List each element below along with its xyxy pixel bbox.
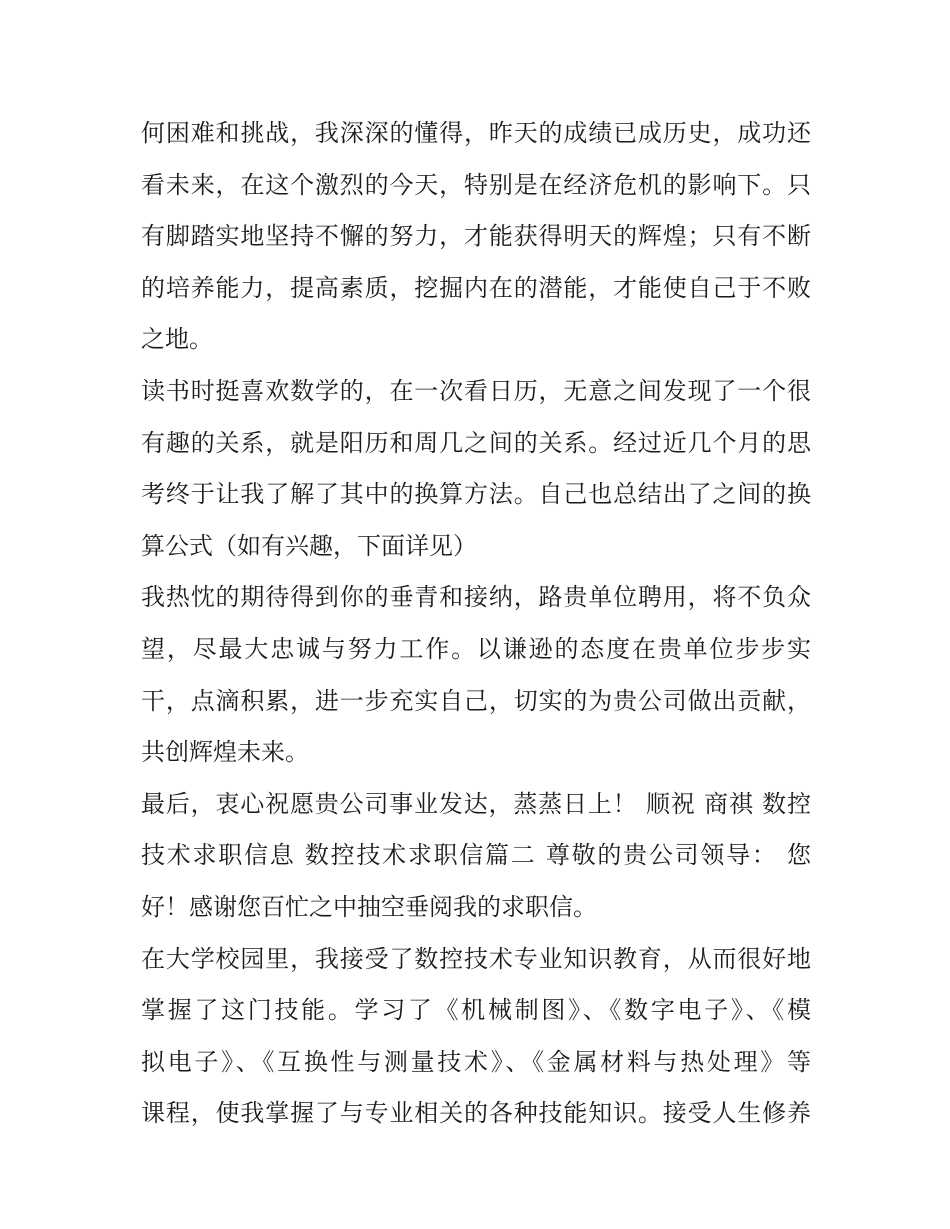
text-line: 何困难和挑战，我深深的懂得，昨天的成绩已成历史，成功还 <box>141 119 811 147</box>
text-line: 我热忱的期待得到你的垂青和接纳，路贵单位聘用，将不负众 <box>141 583 811 612</box>
paragraph-3 <box>141 572 811 778</box>
text-line: 看未来，在这个激烈的今天，特别是在经济危机的影响下。只 <box>141 170 811 199</box>
paragraph-4 <box>141 779 811 934</box>
text-line: 课程，使我掌握了与专业相关的各种技能知识。接受人生修养 <box>141 1099 811 1128</box>
paragraph-1 <box>141 108 811 366</box>
text-line: 掌握了这门技能。学习了《机械制图》、《数字电子》、《模 <box>141 996 811 1025</box>
text-line: 拟电子》、《互换性与测量技术》、《金属材料与热处理》等 <box>141 1047 811 1076</box>
text-line: 算公式（如有兴趣，下面详见） <box>141 531 477 560</box>
text-line: 好！感谢您百忙之中抽空垂阅我的求职信。 <box>141 892 597 921</box>
text-line: 干，点滴积累，进一步充实自己，切实的为贵公司做出贡献， <box>141 686 811 715</box>
text-line: 最后，衷心祝愿贵公司事业发达，蒸蒸日上！ 顺祝 商祺 数控 <box>141 789 811 818</box>
text-line: 考终于让我了解了其中的换算方法。自己也总结出了之间的换 <box>141 480 811 509</box>
text-line: 读书时挺喜欢数学的，在一次看日历，无意之间发现了一个很 <box>141 376 811 405</box>
text-line: 望，尽最大忠诚与努力工作。以谦逊的态度在贵单位步步实 <box>141 634 811 663</box>
document-body <box>141 108 811 1140</box>
text-line: 在大学校园里，我接受了数控技术专业知识教育，从而很好地 <box>141 944 811 973</box>
text-line: 的培养能力，提高素质，挖掘内在的潜能，才能使自己于不败 <box>141 273 811 302</box>
text-line: 有脚踏实地坚持不懈的努力，才能获得明天的辉煌；只有不断 <box>141 222 811 251</box>
text-line: 之地。 <box>141 325 213 354</box>
text-line: 共创辉煌未来。 <box>141 738 309 767</box>
paragraph-5 <box>141 934 811 1140</box>
text-line: 技术求职信息 数控技术求职信篇二 尊敬的贵公司领导： 您 <box>141 841 811 870</box>
text-line: 有趣的关系，就是阳历和周几之间的关系。经过近几个月的思 <box>141 428 811 457</box>
paragraph-2 <box>141 366 811 572</box>
